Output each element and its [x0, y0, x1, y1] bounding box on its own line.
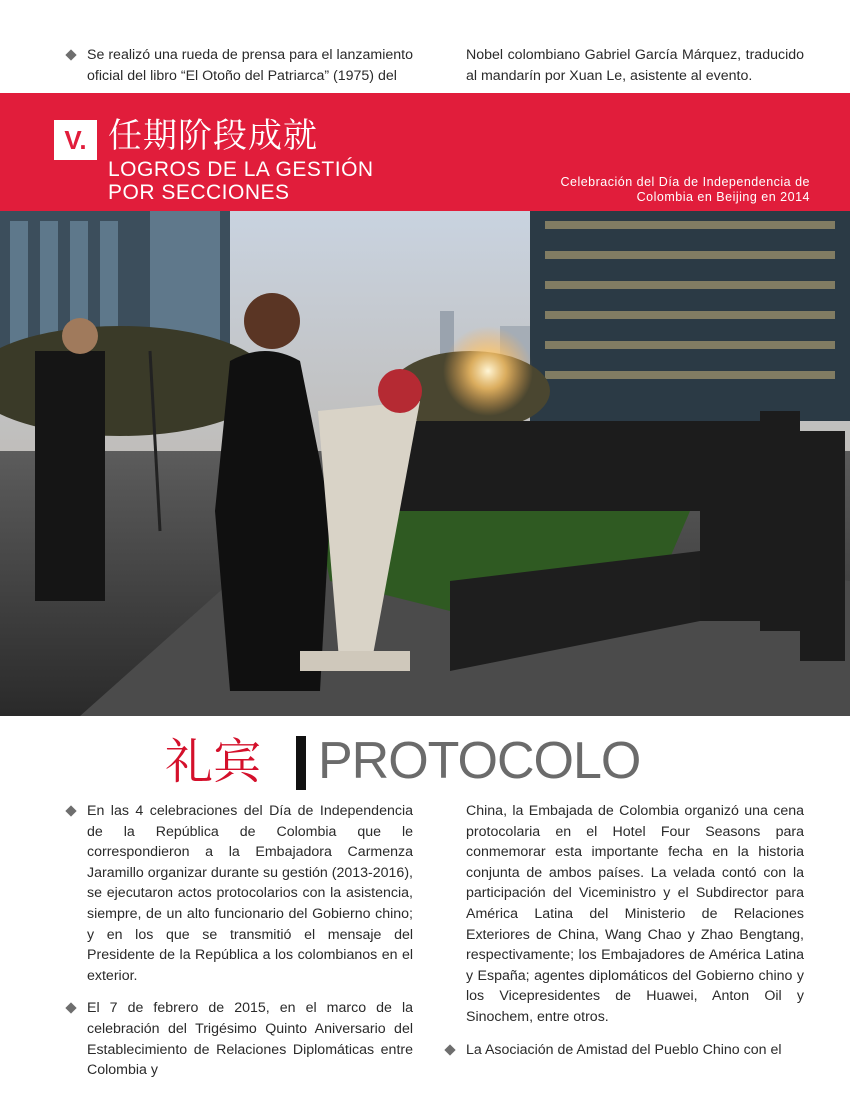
protocolo-right-column — [446, 801, 804, 1060]
section-number-badge: V. — [54, 120, 97, 160]
event-photo-illustration — [0, 211, 850, 716]
anniversary-continuation: China, la Embajada de Colombia organizó una cena protocolaria en el Hotel Four Seasons para conmemorar esta importante fecha en la historia conjunta de ambos países. La velada contó con la participación del Viceministro y el Subdirector para América Latina del Ministerio de Relaciones Exteriores de China, Wang Chao y Zhao Bengtang, respectivamente; los Embajadores de América Latina y España; agentes diplomáticos del Gobierno chino y los Vicepresidentes de Huawei, Anton Oil y Sinochem, entre otros. — [466, 803, 804, 1025]
book-launch-continuation: Nobel colombiano Gabriel García Márquez, traducido al mandarín por Xuan Le, asistente al evento. — [466, 47, 804, 84]
top-right-column — [466, 45, 804, 86]
diamond-bullet-icon — [444, 1044, 455, 1055]
bullet-item-anniversary — [67, 998, 413, 1080]
top-left-column — [67, 45, 413, 86]
bullet-item-friendship-association — [446, 1040, 804, 1061]
diamond-bullet-icon — [65, 805, 76, 816]
section-title-line-1: LOGROS DE LA GESTIÓN — [108, 158, 374, 181]
protocolo-title-spanish: PROTOCOLO — [318, 732, 641, 790]
diamond-bullet-icon — [65, 1003, 76, 1014]
protocolo-title-divider — [296, 736, 306, 790]
protocolo-title-chinese: 礼宾 — [165, 734, 262, 790]
photo-caption — [530, 175, 810, 205]
independence-day-text: En las 4 celebraciones del Día de Independencia de la República de Colombia que le correspondieron a la Embajadora Carmenza Jaramillo organizar durante su gestión (2013-2016), se ejecutaron actos protocolarios con la asistencia, siempre, de un alto funcionario del Gobierno chino; y en los que se transmitió el mensaje del Presidente de la República a los colombianos en el exterior. — [87, 803, 413, 984]
section-title-chinese: 任期阶段成就 — [108, 116, 318, 156]
event-photo — [0, 211, 850, 716]
book-launch-text: Se realizó una rueda de prensa para el lanzamiento oficial del libro “El Otoño del Patriarca” (1975) del — [87, 47, 413, 84]
bullet-item-independence-day — [67, 801, 413, 986]
protocolo-left-column — [67, 801, 413, 1081]
photo-caption-line-2: Colombia en Beijing en 2014 — [636, 190, 810, 204]
photo-caption-line-1: Celebración del Día de Independencia de — [560, 175, 810, 189]
section-title-line-2: POR SECCIONES — [108, 181, 290, 204]
bullet-item-book-launch — [67, 45, 413, 86]
anniversary-text: El 7 de febrero de 2015, en el marco de la celebración del Trigésimo Quinto Aniversario del Establecimiento de Relaciones Diplomáticas entre Colombia y — [87, 1000, 413, 1079]
section-title-spanish — [108, 158, 374, 204]
friendship-association-text: La Asociación de Amistad del Pueblo Chino con el — [466, 1041, 782, 1058]
diamond-bullet-icon — [65, 49, 76, 60]
